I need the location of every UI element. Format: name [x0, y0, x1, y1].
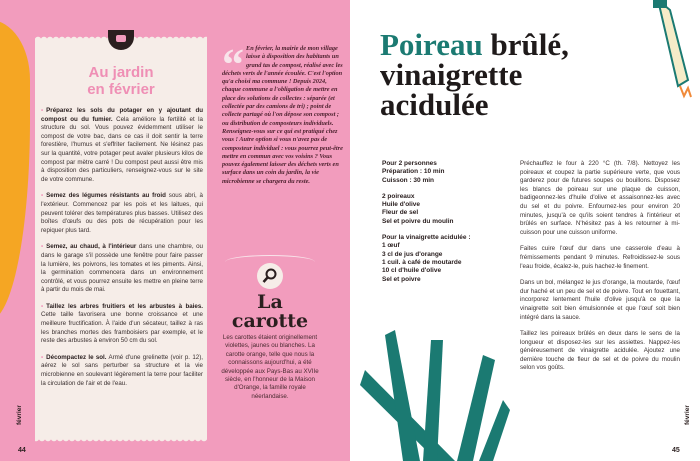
tip: • Préparez les sols du potager en y ajoutant du compost ou du fumier. Cela améliore la fertilité et la structure du sol. Vous pouvez évidemment utiliser le compost de votre bac, dans ce cas il doit sentir la terre forestière, l'humus et s'effriter facilement. Ne lésinez pas sur la quantité, votre potager peut avaler plusieurs kilos de compost par mètre carré ! Du compost peut aussi être mis à disposition des particuliers, renseignez-vous sur le site de votre commune.: [41, 107, 203, 183]
ingredient: Huile d'olive: [382, 201, 421, 209]
page-number: 44: [18, 447, 26, 454]
right-page: [350, 0, 700, 461]
ingredient: Sel et poivre: [382, 275, 421, 283]
ingredient: 3 cl de jus d'orange: [382, 250, 443, 258]
ingredient: 1 cuil. à café de moutarde: [382, 258, 462, 266]
carrot-illustration: [0, 20, 30, 320]
step: Taillez les poireaux brûlés en deux dans le sens de la longueur et disposez-les sur les assiettes. Nappez-les généreusement de vinaigrette acidulée. Ajoutez une dernière touche de fleur de sel et de poivre du moulin selon vos goûts.: [520, 330, 680, 372]
quote-mark-icon: “: [222, 40, 244, 89]
quote-text: En février, la mairie de mon village laisse à disposition des habitants un grand tas de compost, réalisé avec les déchets verts de l'année écoulée. C'est l'option qu'a choisi ma commune ! Depuis 2024, chaque commune a l'obligation de mettre en place des solutions de collectes : séparée (et collectée par des camions de tri) ; point de collecte partagé où l'on dépose son compost ; ou distribution de composteurs individuels. Renseignez-vous sur ce qui est pratiqué chez vous ! Autre option si vous n'avez pas de composteur individuel : vous pourrez peut-être mettre en commun avec vos voisins ? Vous pouvez également laisser des déchets verts en surface dans un coin du jardin, la vie microbienne se chargera du reste.: [222, 45, 343, 185]
ingredient: 2 poireaux: [382, 192, 415, 200]
section-label: février: [684, 405, 691, 425]
ingredient: 10 cl d'huile d'olive: [382, 267, 442, 275]
ingredient: Sel et poivre du moulin: [382, 217, 454, 225]
ingredient: 1 œuf: [382, 242, 400, 250]
leek-illustration: [648, 0, 698, 110]
carotte-title: La carotte: [231, 291, 309, 332]
servings: Pour 2 personnes: [382, 160, 437, 167]
tip: • Semez, au chaud, à l'intérieur dans une chambre, ou dans le garage s'il possède une fenêtre pour faire passer la lumière, les poivrons, les tomates et les piments. Ainsi, la germination commencera dans un environnement contrôlé, et vous pourrez ensuite les mettre en pleine terre à partir du mois de mai.: [41, 243, 203, 294]
magnifier-icon: [257, 263, 283, 289]
cook-time: Cuisson : 30 min: [382, 176, 435, 184]
ingredients: [382, 160, 512, 284]
vinaigrette-heading: Pour la vinaigrette acidulée :: [382, 234, 471, 242]
tip: • Taillez les arbres fruitiers et les arbustes à baies. Cette taille favorisera une bonne croissance et une meilleure fructification. À l'aide d'un sécateur, taillez à ras les branches mortes des framboisiers par exemple, et le reste des arbustes à environ 50 cm du sol.: [41, 302, 203, 345]
tips-list: [41, 107, 203, 396]
box-title: Au jardin en février: [87, 64, 155, 98]
prep-time: Préparation : 10 min: [382, 168, 445, 176]
page-number: 45: [672, 447, 680, 454]
carotte-text: Les carottes étaient originellement violettes, jaunes ou blanches. La carotte orange, telle que nous la connaissons aujourd'hui, a été développée aux Pays-Bas au XVIIe siècle, en l'honneur de la Maison d'Orange, la famille royale néerlandaise.: [221, 334, 319, 400]
step: Préchauffez le four à 220 °C (th. 7/8). Nettoyez les poireaux et coupez la partie supérieure verte, que vous garderez pour de futures soupes ou bouillons. Disposez les blancs de poireau sur une plaque de cuisson, badigeonnez-les d'huile d'olive et assaisonnez-les avec du sel et du poivre. Enfournez-les pour environ 20 minutes, jusqu'à ce qu'ils soient tendres à l'intérieur et brûlés en surface. N'hésitez pas à les retourner à mi-cuisson pour une cuisson uniforme.: [520, 160, 680, 236]
step: Faites cuire l'œuf dur dans une casserole d'eau à frémissements pendant 9 minutes. Refroidissez-le sous l'eau froide, écalez-le, puis hachez-le finement.: [520, 245, 680, 270]
tip: • Décompactez le sol. Armé d'une grelinette (voir p. 12), aérez le sol sans perturber sa structure et la vie microbienne en soulevant légèrement la terre pour faciliter la circulation de l'air et de l'eau.: [41, 353, 203, 387]
step: Dans un bol, mélangez le jus d'orange, la moutarde, l'œuf dur haché et un peu de sel et de poivre. Tout en fouettant, incorporez lentement l'huile d'olive jusqu'à ce que la vinaigrette soit bien émulsionnée et que l'œuf soit bien intégré dans la sauce.: [520, 279, 680, 321]
section-label: février: [16, 405, 23, 425]
tip: • Semez des légumes résistants au froid sous abri, à l'extérieur. Commencez par les pois et les laitues, qui peuvent tolérer des températures plus basses. Utilisez des boîtes d'œufs ou des pots de récupération pour les repiquer plus tard.: [41, 192, 203, 234]
quote: [222, 40, 344, 186]
recipe-title: Poireau brûlé, vinaigrette acidulée: [380, 27, 569, 122]
watering-can-icon: [108, 30, 134, 50]
method: [520, 160, 680, 381]
ingredient: Fleur de sel: [382, 209, 419, 217]
leek-greens-illustration: [365, 330, 510, 461]
